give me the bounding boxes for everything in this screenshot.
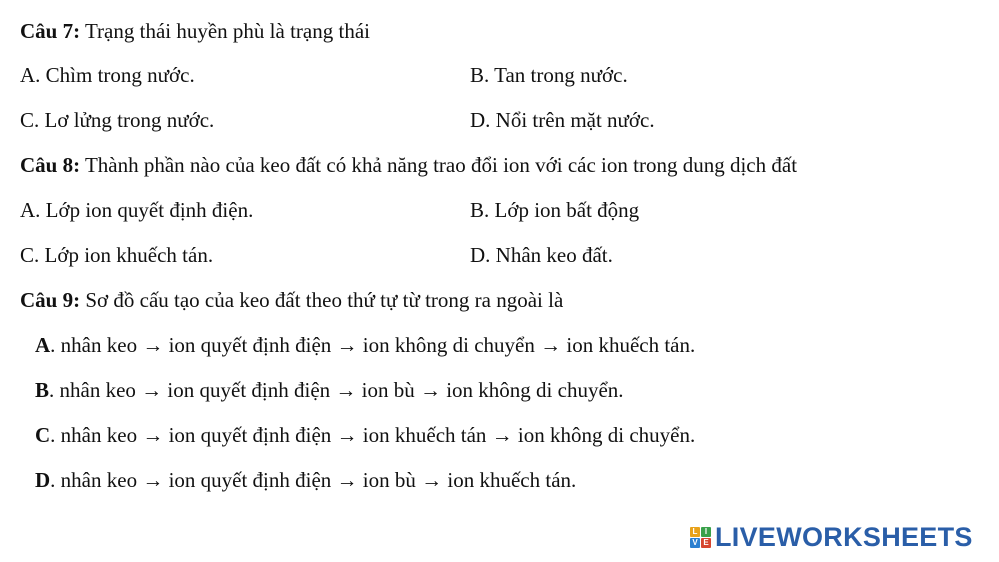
question-8-option-a[interactable]: A. Lớp ion quyết định điện. [20, 198, 254, 222]
question-9-option-c[interactable] [35, 422, 695, 448]
question-7-option-b[interactable]: B. Tan trong nước. [470, 63, 628, 87]
question-7-label: Câu 7: [20, 19, 81, 43]
question-9-option-a[interactable] [35, 332, 695, 358]
question-7 [20, 18, 370, 44]
option-b-letter: B [35, 378, 50, 402]
option-c-letter: C [35, 423, 51, 447]
logo-mark-tile-v: V [690, 538, 700, 548]
question-8 [20, 152, 797, 178]
option-c-text: . nhân keo → ion quyết định điện → ion khuếch tán → ion không di chuyển. [50, 423, 696, 447]
logo-mark-tile-l: L [690, 527, 700, 537]
option-a-text: . nhân keo → ion quyết định điện → ion không di chuyển → ion khuếch tán. [50, 333, 696, 357]
option-a-letter: A [35, 333, 51, 357]
option-b-text: . nhân keo → ion quyết định điện → ion bù → ion không di chuyển. [49, 378, 624, 402]
question-9-option-b[interactable] [35, 377, 624, 403]
question-8-option-b[interactable]: B. Lớp ion bất động [470, 198, 640, 222]
question-8-option-c[interactable]: C. Lớp ion khuếch tán. [20, 243, 214, 267]
question-7-option-a[interactable]: A. Chìm trong nước. [20, 63, 195, 87]
question-8-option-d[interactable]: D. Nhân keo đất. [470, 243, 613, 267]
question-7-option-d[interactable]: D. Nổi trên mặt nước. [470, 108, 655, 132]
logo-mark-tile-e: E [701, 538, 711, 548]
question-8-text: Thành phần nào của keo đất có khả năng trao đổi ion với các ion trong dung dịch đất [80, 153, 798, 177]
question-9 [20, 287, 563, 313]
question-9-label: Câu 9: [20, 288, 81, 312]
question-9-option-d[interactable] [35, 467, 576, 493]
option-d-letter: D [35, 468, 51, 492]
question-9-text: Sơ đồ cấu tạo của keo đất theo thứ tự từ trong ra ngoài là [80, 288, 564, 312]
logo-text: LIVEWORKSHEETS [715, 522, 973, 552]
logo-mark-icon [690, 527, 711, 548]
option-d-text: . nhân keo → ion quyết định điện → ion bù → ion khuếch tán. [50, 468, 577, 492]
question-7-option-c[interactable]: C. Lơ lửng trong nước. [20, 108, 215, 132]
liveworksheets-logo [690, 521, 973, 553]
logo-mark-tile-i: I [701, 527, 711, 537]
question-7-text: Trạng thái huyền phù là trạng thái [80, 19, 370, 43]
question-8-label: Câu 8: [20, 153, 81, 177]
